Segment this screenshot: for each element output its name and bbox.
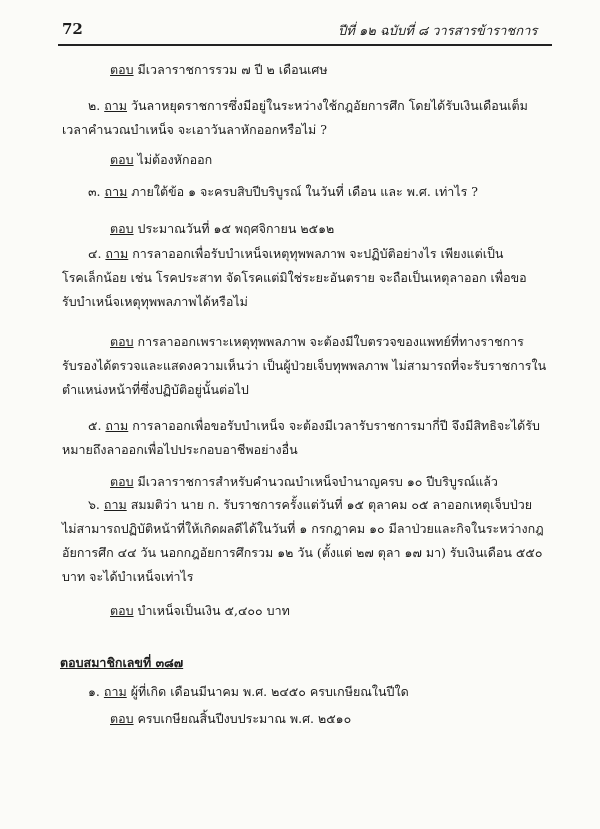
question-number: ๖. [88,497,104,512]
question-label: ถาม [105,246,129,261]
question-label: ถาม [104,184,128,199]
continuation-line [62,521,544,537]
section-title [60,655,183,671]
question-number: ๕. [88,418,106,433]
question-text: ภายใต้ข้อ ๑ จะครบสิบปีบริบูรณ์ ในวันที่ เดือน และ พ.ศ. เท่าไร ? [127,184,478,199]
continuation-line [62,545,542,561]
answer-line [110,221,334,237]
answer-text: การลาออกเพราะเหตุทุพพลภาพ จะต้องมีใบตรวจของแพทย์ที่ทางราชการ [133,334,524,349]
continuation-text: เวลาคำนวณบำเหน็จ จะเอาวันลาหักออกหรือไม่ ? [62,122,327,137]
continuation-line [62,569,193,585]
question-label: ถาม [104,98,128,113]
question-label: ถาม [103,497,127,512]
answer-line [110,334,524,350]
question-text: วันลาหยุดราชการซึ่งมีอยู่ในระหว่างใช้กฎอัยการศึก โดยได้รับเงินเดือนเต็ม [127,98,528,113]
question-text: การลาออกเพื่อรับบำเหน็จเหตุทุพพลภาพ จะปฏิบัติอย่างไร เพียงแต่เป็น [128,246,504,261]
answer-line [110,603,290,619]
question-label: ถาม [105,418,129,433]
answer-line [110,152,212,168]
continuation-line [62,382,249,398]
question-line [88,418,540,434]
question-text: สมมติว่า นาย ก. รับราชการครั้งแต่วันที่ ๑๕ ตุลาคม ๐๕ ลาออกเหตุเจ็บป่วย [126,497,533,512]
answer-label: ตอบ [110,62,134,77]
answer-label: ตอบ [110,603,134,618]
running-title: ปีที่ ๑๒ ฉบับที่ ๘ วารสารข้าราชการ [338,24,538,39]
answer-text: บำเหน็จเป็นเงิน ๕,๔๐๐ บาท [133,603,290,618]
question-label: ถาม [103,684,127,699]
continuation-text: ไม่สามารถปฏิบัติหน้าที่ให้เกิดผลดีได้ในวันที่ ๑ กรกฎาคม ๑๐ มีลาป่วยและกิจในระหว่างกฎ [62,521,544,536]
question-line [88,98,528,114]
question-number: ๑. [88,684,104,699]
answer-text: ครบเกษียณสิ้นปีงบประมาณ พ.ศ. ๒๕๑๐ [133,711,352,726]
continuation-text: รับรองได้ตรวจและแสดงความเห็นว่า เป็นผู้ป่วยเจ็บทุพพลภาพ ไม่สามารถที่จะรับราชการใน [62,358,547,373]
question-line [88,184,478,200]
continuation-line [62,270,527,286]
answer-line [110,474,498,490]
answer-label: ตอบ [110,334,134,349]
answer-text: มีเวลาราชการรวม ๗ ปี ๒ เดือนเศษ [133,62,328,77]
answer-label: ตอบ [110,152,134,167]
continuation-text: อัยการศึก ๔๔ วัน นอกกฎอัยการศึกรวม ๑๒ วัน (ตั้งแต่ ๒๗ ตุลา ๑๗ มา) รับเงินเดือน ๕๕๐ [62,545,543,560]
continuation-text: โรคเล็กน้อย เช่น โรคประสาท จัดโรคแต่มิใช่ระยะอันตราย จะถือเป็นเหตุลาออก เพื่อขอ [62,270,527,285]
continuation-line [62,294,248,310]
answer-label: ตอบ [110,711,134,726]
answer-text: มีเวลาราชการสำหรับคำนวณบำเหน็จบำนาญครบ ๑๐ ปีบริบูรณ์แล้ว [133,474,498,489]
question-line [88,684,409,700]
question-number: ๔. [88,246,106,261]
answer-label: ตอบ [110,474,134,489]
continuation-line [62,122,327,138]
section-title-text: ตอบสมาชิกเลขที่ ๓๘๗ [60,655,184,670]
question-line [88,246,503,262]
question-text: การลาออกเพื่อขอรับบำเหน็จ จะต้องมีเวลารับราชการมากี่ปี จึงมีสิทธิจะได้รับ [128,418,540,433]
page-number: 72 [62,20,83,38]
answer-text: ไม่ต้องหักออก [133,152,213,167]
continuation-text: บาท จะได้บำเหน็จเท่าไร [62,569,194,584]
answer-line [110,62,328,78]
answer-label: ตอบ [110,221,134,236]
continuation-text: รับบำเหน็จเหตุทุพพลภาพได้หรือไม่ [62,294,248,309]
answer-text: ประมาณวันที่ ๑๕ พฤศจิกายน ๒๕๑๒ [133,221,335,236]
header-rule [58,44,552,46]
question-number: ๒. [88,98,105,113]
continuation-text: ตำแหน่งหน้าที่ซึ่งปฏิบัติอยู่นั้นต่อไป [62,382,249,397]
question-line [88,497,532,513]
continuation-line [62,442,298,458]
continuation-line [62,358,546,374]
answer-line [110,711,351,727]
continuation-text: หมายถึงลาออกเพื่อไปประกอบอาชีพอย่างอื่น [62,442,298,457]
question-text: ผู้ที่เกิด เดือนมีนาคม พ.ศ. ๒๔๕๐ ครบเกษียณในปีใด [126,684,409,699]
question-number: ๓. [88,184,105,199]
